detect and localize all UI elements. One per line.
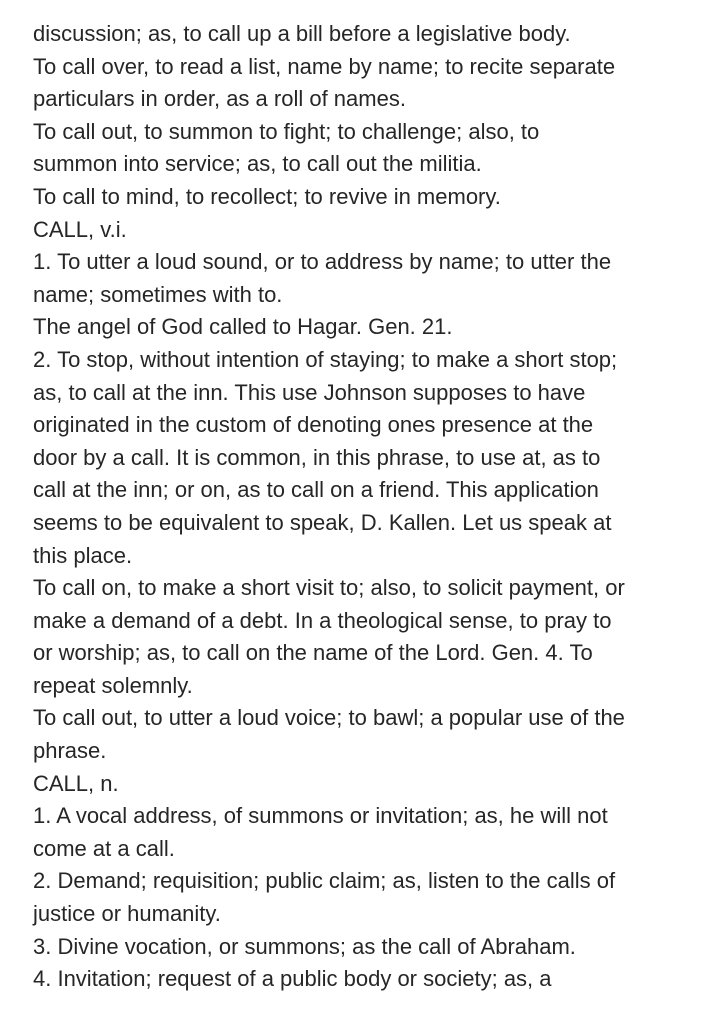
text-line: 2. Demand; requisition; public claim; as, listen to the calls of: [33, 868, 616, 894]
text-line: phrase.: [33, 738, 107, 764]
text-line: To call to mind, to recollect; to revive in memory.: [33, 183, 501, 209]
text-line: 3. Divine vocation, or summons; as the call of Abraham.: [33, 933, 576, 959]
text-line: 1. A vocal address, of summons or invitation; as, he will not: [33, 803, 608, 829]
text-line: repeat solemnly.: [33, 672, 193, 698]
text-line: this place.: [33, 542, 133, 568]
text-line: The angel of God called to Hagar. Gen. 21.: [33, 314, 453, 340]
text-line: To call on, to make a short visit to; also, to solicit payment, or: [33, 575, 625, 601]
text-line: call at the inn; or on, as to call on a friend. This application: [33, 477, 599, 503]
text-line: 1. To utter a loud sound, or to address by name; to utter the: [33, 249, 612, 275]
text-line: come at a call.: [33, 835, 175, 861]
text-line: as, to call at the inn. This use Johnson supposes to have: [33, 379, 586, 405]
text-line: summon into service; as, to call out the militia.: [33, 151, 482, 177]
text-line: originated in the custom of denoting ones presence at the: [33, 412, 594, 438]
text-line: 4. Invitation; request of a public body or society; as, a: [33, 966, 552, 992]
text-line: door by a call. It is common, in this phrase, to use at, as to: [33, 444, 601, 470]
text-line: or worship; as, to call on the name of the Lord. Gen. 4. To: [33, 640, 593, 666]
text-line: discussion; as, to call up a bill before a legislative body.: [33, 21, 571, 46]
text-line: name; sometimes with to.: [33, 281, 283, 307]
entry-heading: CALL, n.: [33, 770, 119, 796]
text-line: 2. To stop, without intention of staying; to make a short stop;: [33, 346, 618, 372]
text-line: particulars in order, as a roll of names.: [33, 86, 406, 112]
text-line: seems to be equivalent to speak, D. Kallen. Let us speak at: [33, 509, 612, 535]
text-line: make a demand of a debt. In a theological sense, to pray to: [33, 607, 612, 633]
entry-heading: CALL, v.i.: [33, 216, 127, 242]
text-line: To call out, to utter a loud voice; to bawl; a popular use of the: [33, 705, 625, 731]
text-line: justice or humanity.: [33, 901, 221, 927]
text-line: To call over, to read a list, name by name; to recite separate: [33, 53, 616, 79]
text-line: To call out, to summon to fight; to challenge; also, to: [33, 118, 540, 144]
